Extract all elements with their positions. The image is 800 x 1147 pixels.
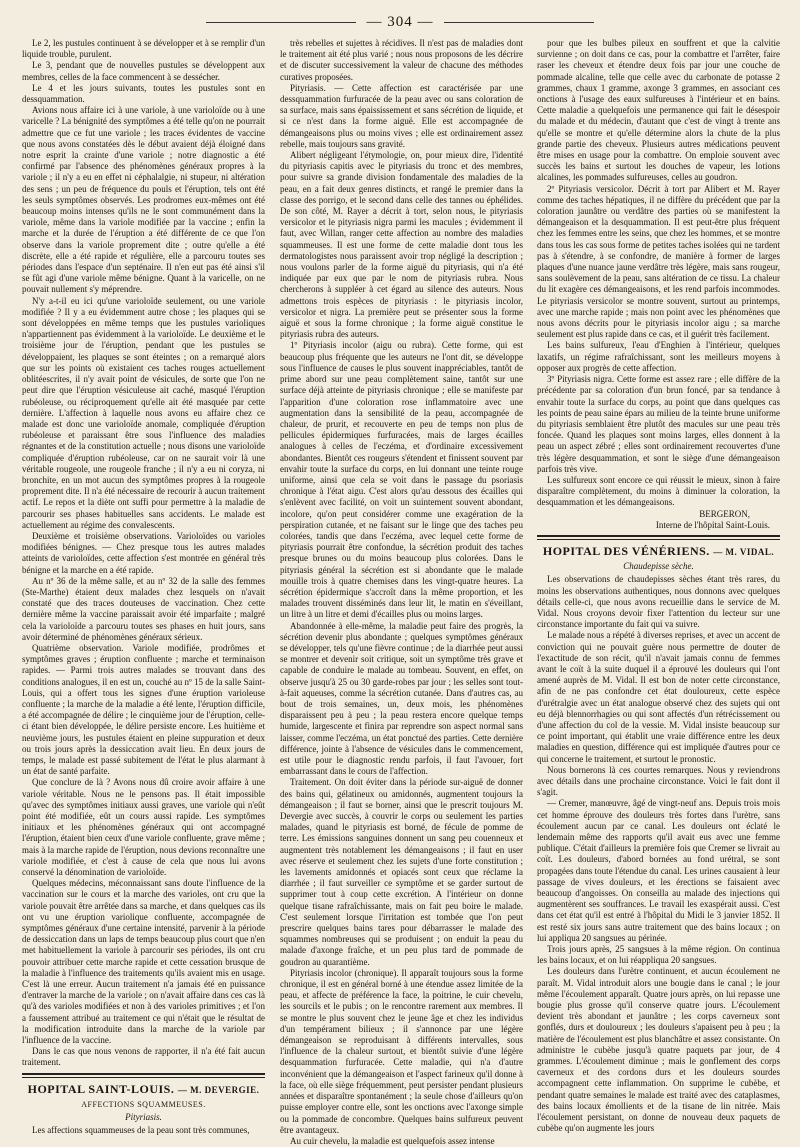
paragraph: Les observations de chaudepisses sèches étant très rares, du moins les observations authentiques, nous donnons avec quelques détails celle-ci, que nous avons recueillie dans le service de M. Vidal. Nous croyons devoir fixer l'attention du lecteur sur une circonstance importante du fait qui va suivre. [537,574,780,630]
paragraph: Les sulfureux sont encore ce qui réussit le mieux, sinon à faire disparaître complètement, du moins à diminuer la coloration, la desquammation et les démangeaisons. [537,474,780,508]
paragraph: Abandonnée à elle-même, la maladie peut faire des progrès, la sécrétion devenir plus abondante ; quelques symptômes généraux se développer, tels qu'une fièvre continue ; de la diarrhée peut aussi se montrer et devenir soit critique, soit un symptôme très grave et capable de conduire le malade au tombeau. Souvent, en effet, on observe jusqu'à 25 ou 30 garde-robes par jour ; les selles sont tout-à-fait aqueuses, comme la sécrétion cutanée. Dans d'autres cas, au bout de trois semaines, un, deux mois, les phénomènes disparaissent peu à peu ; la peau restera encore quelque temps humide, largescente et finira par reprendre son aspect normal sans laisser, comme l'eczéma, un état ponctué des parties. Cette dernière différence, jointe à l'absence de vésicules dans le commencement, est utile pour le diagnostic rendu parfois, il faut l'avouer, fort embarrassant dans le cours de l'affection. [280,620,523,777]
section-rule [537,535,780,540]
paragraph: Pityriasis. — Cette affection est caractérisée par une dessquammation furfuracée de la peau avec ou sans coloration de sa surface, mais sans épaississement et sans sécrétion de liquide, et si ce n'est dans la forme aiguë. Elle est accompagnée de démangeaisons plus ou moins vives ; elle est ordinairement assez rebelle, mais toujours sans gravité. [280,82,523,149]
paragraph: N'y a-t-il eu ici qu'une varioloïde seulement, ou une variole modifiée ? Il y a eu évidemment autre chose ; les plaques qui se sont développées en même temps que les pustules varioliques n'appartiennent pas évidemment à la varioloïde. Le deuxième et le troisième jour de l'éruption, pendant que les pustules se développaient, les plaques se sont éteintes ; on a remarqué alors que sur les points où existaient ces taches rouges actuellement oblitéescrites, il n'y avait point de vésicules, de sorte que l'on ne peut dire que l'éruption vésiculeuse ait caché, masqué l'éruption rubéoleuse, ou réciproquement qu'elle ait été masquée par cette dernière. L'affection à laquelle nous avons eu affaire chez ce malade est donc une varioloïde anomale, compliquée d'éruption rubéoleuse et paraissant être sous l'influence des maladies régnantes et de la constitution actuelle ; nous disons une varioloïde compliquée d'éruption rubéoleuse, car on ne saurait voir là une véritable rougeole, une rougeole franche ; il n'y a eu ni coryza, ni bronchite, en un mot aucun des symptômes propres à la rougeole proprement dite. Il n'a été nécessaire de recourir à aucun traitement actif. Le repos et la diète ont suffi pour permettre à la maladie de parcourir ses phases habituelles sans accidents. Le malade est actuellement au régime des convalescents. [22,295,265,530]
page-number: — 304 — [366,14,434,30]
section-subtitle: Pityriasis. [125,1112,162,1123]
paragraph: très rebelles et sujettes à récidives. Il n'est pas de maladies dont le traitement ait été plus varié ; nous nous proposons de les décrire et de discuter successivement la valeur de chacune des méthodes curatives proposées. [280,38,523,82]
section-subtitle: Chaudepisse sèche. [623,561,694,572]
paragraph: Que conclure de là ? Avons nous dû croire avoir affaire à une variole véritable. Nous ne le pensons pas. Il était impossible qu'avec des symptômes initiaux aussi graves, une variole qui n'eût point été modifiée, eût un cours aussi rapide. Les symptômes initiaux et les phénomènes généraux qui ont accompagné l'éruption, étaient bien ceux d'une variole confluente, grave même ; mais à la marche rapide de l'éruption, nous devions reconnaître une variole modifiée, et c'est à cause de cela que nous lui avons conservé la dénomination de varioloïde. [22,777,265,878]
paragraph: 1º Pityriasis incolor (aigu ou rubra). Cette forme, qui est beaucoup plus fréquente que les auteurs ne l'ont dit, se développe sous l'influence de causes le plus souvent inappréciables, tantôt de prime abord sur une peau complètement saine, tantôt sur une surface déjà atteinte de pityriasis chronique ; elle se manifeste par l'apparition d'une coloration rose inflammatoire avec une augmentation dans la sensibilité de la peau, accompagnée de chaleur, de prurit, et recouverte en peu de temps non plus de pellicules épidermiques furfuracées, mais de larges écailles analogues à celles de l'eczéma, et d'ordinaire excessivement abondantes. Bientôt ces rougeurs s'étendent et finissent souvent par envahir toute la surface du corps, en lui donnant une teinte rouge uniforme, ainsi que cela se voit dans le passage du psoriasis chronique à l'état aigu. C'est alors qu'au dessous des écailles qui s'enlèvent avec facilité, on voit un suintement souvent abondant, incolore, qu'on peut considérer comme une exagération de la perspiration cutanée, et ne faisant sur le linge que des taches peu colorées, tandis que dans l'eczéma, avec lequel cette forme de pityriasis pourrait être confondue, la sécrétion produit des taches presque brunes ou du moins beaucoup plus colorées. Dans le pityriasis général la sécrétion est si abondante que le malade mouille trois à quatre chemises dans les vingt-quatre heures. La sécrétion épidermique s'accroît dans la même proportion, et les malades trouvent disséminés dans leur lit, le matin en s'éveillant, un litre à un litre et demi d'écailles plus ou moins larges. [280,340,523,620]
paragraph: Traitement. On doit éviter dans la période sur-aiguë de donner des bains qui, gélatineux ou amidonnés, augmentent toujours la démangeaison ; il faut se borner, ainsi que le prescrit toujours M. Devergie avec succès, à couvrir le corps ou seulement les parties malades, quand le pityriasis est borné, de fécule de pomme de terre. Les émissions sanguines donnent un sang peu couenneux et augmentent très notablement les démangeaisons ; il faut en user avec réserve et seulement chez les sujets d'une forte constitution ; les lavements amidonnés et opiacés sont ceux que réclame la diarrhée ; il faut surveiller ce symptôme et se garder surtout de supprimer tout à coup cette excrétion. A l'intérieur on donne quelque tisane rafraîchissante, mais on fait peu boire le malade. C'est seulement lorsque l'irritation est tombée que l'on peut prescrire quelques bains tares pour débarrasser le malade des squammes nombreuses qui se produisent ; on enduit la peau du malade d'axonge fraîche, et un peu plus tard de pommade de goudron au quarantième. [280,777,523,967]
paragraph: Au cuir chevelu, la maladie est quelquefois assez intense [290,1135,495,1146]
hospital-title: HOPITAL SAINT-LOUIS. [27,1081,175,1096]
paragraph: Les bains sulfureux, l'eau d'Enghien à l'intérieur, quelques laxatifs, un régime rafraîchissant, sont les meilleurs moyens à opposer aux progrès de cette affection. [537,340,780,373]
column-1 [22,38,266,1136]
hospital-physician: — M. VIDAL. [713,546,775,557]
hospital-heading [537,543,780,558]
paragraph: Deuxième et troisième observations. Varioloïdes ou varioles modifiées bénignes. — Chez presque tous les autres malades atteints de varioloïdes, cette affection s'est montrée en général très bénigne et la marche en a été rapide. [22,530,265,575]
paragraph: Au nº 36 de la même salle, et au nº 32 de la salle des femmes (Ste-Marthe) étaient deux malades chez lesquels on n'avait constaté que des traces douteuses de vaccination. Chez cette dernière même la vaccine paraissait avoir été imparfaite ; malgré cela la varioloïde a parcouru toutes ses phases en huit jours, sans avoir déterminé de phénomènes généraux sérieux. [22,575,265,642]
paragraph: Alibert négligeant l'étymologie, on, pour mieux dire, l'identité du pityriasis capitis avec le pityriasis du tronc et des membres, pour suivre sa grande division fondamentale des maladies de la peau, en a fait deux genres distincts, et rangé le premier dans la classe des porrigo, et le second dans celle des tannes ou éphélides. De son côté, M. Rayer a décrit à tort, selon nous, le pityriasis versicolor et le pityriasis nigra parmi les macules ; évidemment il faut, avec Willan, ranger cette affection au nombre des maladies squammeuses. Il est une forme de cette maladie dont tous les dermatologistes nous paraissent avoir trop négligé la description ; nous voulons parler de la forme aiguë du pityriasis, qui n'a été indiquée par eux que par le nom de pityriasis rubra. Nous chercherons à suppléer à cet égard au silence des auteurs. Nous admettons trois espèces de pityriasis : le pityriasis incolor, versicolor et nigra. La première peut se présenter sous la forme aiguë et sous la forme chronique ; la forme aiguë constitue le pityriasis rubra des auteurs. [280,150,523,340]
paragraph: Quelques médecins, méconnaissant sans doute l'influence de la vaccination sur le cours et la marche des varioles, ont cru que la variole pouvait être arrêtée dans sa marche, et dans quelques cas ils ont vu une éruption variolique confluente, accompagnée de symptômes généraux d'une certaine intensité, parvenir à la période de dessiccation dans un laps de temps beaucoup plus court que n'en met habituellement la variole à parcourir ses périodes, ils ont cru pouvoir attribuer cette marche rapide et cette cessation brusque de la maladie à l'influence des traitements qu'ils avaient mis en usage. C'est là une erreur. Aucun traitement n'a jamais été en puissance d'entraver la marche de la variole ; on n'avait affaire dans ces cas là qu'à des varioles modifiées et non à des varioles primitives ; et l'on a faussement attribué au traitement ce qui n'était que le résultat de la modification introduite dans la marche de la variole par l'influence de la vaccine. [22,878,265,1046]
hospital-heading [22,1081,265,1096]
paragraph: pour que les bulbes pileux en souffrent et que la calvitie survienne ; on doit dans ce cas, pour la combattre et l'arrêter, faire raser les cheveux et étendre deux fois par jour une couche de pommade alcaline, telle que celle avec du carbonate de potasse 2 grammes, chaux 1 gramme, axonge 3 grammes, en associant ces onctions à l'usage des eaux sulfureuses à l'intérieur et en bains. Cette maladie a quelquefois une permanence qui fait le désespoir du malade et du médecin, d'autant que c'est de vingt à trente ans qu'elle se montre et qu'elle détermine alors la chute de la plus grande partie des cheveux. Plusieurs autres médications peuvent être mises en usage pour la combattre. On emploie souvent avec succès les bains et surtout les douches de vapeur, les lotions alcalines, les pommades sulfureuses, celles au goudron. [537,38,780,183]
paragraph: Le 2, les pustules continuent à se développer et à se remplir d'un liquide trouble, purulent. [22,38,265,60]
paragraph: Le malade nous a répété à diverses reprises, et avec un accent de conviction qui ne pouvait guère nous permettre de douter de l'exactitude de son récit, qu'il n'avait jamais connu de femmes avant le coït à la suite duquel il a éprouvé les douleurs qui l'ont amené auprès de M. Vidal. Il est bon de noter cette circonstance, afin de ne pas confondre cet état douloureux, cette espèce d'urétralgie avec un état analogue observé chez des sujets qui ont eu déjà blennorrhagies ou qui sont affectés d'un rétrécissement ou d'une affection du col de la vessie. M. Vidal insiste beaucoup sur ce point important, qui établit une vraie différence entre les deux maladies en question, différence qui est impliquée d'autres pour ce qui concerne le traitement, et surtout le pronostic. [537,630,780,764]
paragraph: Dans le cas que nous venons de rapporter, il n'a été fait aucun traitement. [22,1046,265,1068]
paragraph: Le 3, pendant que de nouvelles pustules se développent aux membres, celles de la face commencent à se dessécher. [22,60,265,82]
paragraph: 2º Pityriasis versicolor. Décrit à tort par Alibert et M. Rayer comme des taches hépatiques, il ne diffère du précédent que par la coloration jaunâtre ou verdâtre des parties où se manifestent la démangeaison et la desquammation. Il est peut-être plus fréquent chez les femmes entre les seins, que chez les hommes, et se montre dans tous les cas sous forme de petites taches isolées qui ne tardent pas à s'étendre, à se confondre, de manière à former de larges plaques d'une nuance jaune verdâtre très légère, mais sans rougeur, sans soulèvement de la peau, sans altération de ce tissu. La chaleur du lit exagère ces démangeaisons, et les rend parfois incommodes. Le pityriasis versicolor se montre souvent, surtout au printemps, avec une marche rapide ; mais non point avec les phénomènes que nous avons décrits pour le pityriasis incolor aigu ; sa marche seulement est plus rapide dans ce cas, et il guérit très facilement. [537,183,780,340]
column-2 [280,38,523,1146]
column-3 [537,38,780,1132]
paragraph: Trois jours après, 25 sangsues à la même région. On continua les bains locaux, et on lui réappliqua 20 sangsues. [537,944,780,966]
paragraph: Les douleurs dans l'urètre continuent, et aucun écoulement ne paraît. M. Vidal introduit alors une bougie dans le canal ; le jour même l'écoulement apparaît. Quatre jours après, on lui repasse une bougie plus grosse qu'il conserve quatre jours. L'écoulement devient très abondant et jaunâtre ; les corps caverneux sont gonflés, durs et douloureux ; les douleurs s'apaisent peu à peu ; la matière de l'écoulement est plus blanchâtre et assez consistante. On administre le cubèbe jusqu'à quatre paquets par jour, de 4 grammes. L'écoulement diminue ; mais le gonflement des corps caverneux et des cordons durs et les douleurs sourdes accompagnent cette inflammation. On supprime le cubèbe, et pendant quatre semaines le malade est traité avec des cataplasmes, des bains locaux émollients et de la tisane de lin nitrée. Mais l'écoulement persistant, on donne de nouveau deux paquets de cubèbe qu'on augmente les jours [537,966,780,1134]
paragraph: Quatrième observation. Variole modifiée, prodrômes et symptômes graves ; éruption confluente ; marche et terminaison rapides. — Parmi trois autres malades se trouvant dans des conditions analogues, il en est un, couché au nº 15 de la salle Saint-Louis, qui a offert tous les signes d'une éruption varioleuse confluente ; la marche de la maladie a été lente, l'éruption difficile, a été accompagnée de délire ; le cinquième jour de l'éruption, celle-ci étant bien développée, le délire persiste encore. Les huitième et neuvième jours, les pustules étaient en pleine suppuration et deux ou trois jours après la dessiccation avait lieu. En deux jours de temps, le malade est passé subitement de l'état le plus alarmant à un état de santé parfaite. [22,642,266,777]
section-title: AFFECTIONS SQUAMMEUSES. [81,1099,206,1109]
paragraph: Nous bornerons là ces courtes remarques. Nous y reviendrons avec détails dans une prochaine circonstance. Voici le fait dont il s'agit. [537,764,780,798]
hospital-physician: — M. DEVERGIE. [177,1084,260,1095]
header-rule-left [206,22,356,23]
signature-name: BERGERON, [699,508,750,519]
paragraph: Avions nous affaire ici à une variole, à une varioloïde ou à une varicelle ? La bénignité des symptômes a été telle qu'on ne pourrait admettre que ce fut une variole ; les traces évidentes de vaccine que nous avons constatées dès le début avaient déjà éloigné dans notre esprit la crainte d'une variole ; notre diagnostic a été confirmé par l'absence des phénomènes généraux propres à la variole ; il n'y a eu en effet ni céphalalgie, ni stupeur, ni altération des sens ; un peu de fréquence du pouls et l'éruption, tels ont été les seuls symptômes observés. Les prodromes eux-mêmes ont été beaucoup moins intenses qu'ils ne le sont communément dans la variole, même dans la variole modifiée par la vaccine ; enfin la marche et la durée de l'éruption a été différente de ce que l'on observe dans la variole proprement dite ; outre qu'elle a été discrète, elle a été rapide et régulière, elle a parcouru toutes ses périodes dans l'espace d'un septénaire. Il n'en eut pas été ainsi s'il se fût agi d'une variole même bénigne. Quant à la varicelle, on ne pouvait nullement s'y méprendre. [22,105,265,295]
header-rule-right [444,22,594,23]
section-rule [22,1073,265,1078]
page-header [0,14,800,34]
paragraph: Pityriasis incolor (chronique). Il apparaît toujours sous la forme chronique, il est en général borné à une étendue assez limitée de la peau, et affecte de préférence la face, la poitrine, le cuir chevelu, les sourcils et le pubis ; on le rencontre rarement aux membres. Il se montre le plus souvent chez le jeune âge et chez les individus d'un tempérament bilieux ; il s'annonce par une légère démangeaison se reproduisant à différents intervalles, sous l'influence de la chaleur surtout, et bientôt suivie d'une légère desquammation furfuracée. Cette maladie, qui n'a d'autre inconvénient que la démangeaison et l'aspect farineux qu'il donne à la face, où elle siège fréquemment, peut persister pendant plusieurs années et disparaître spontanément ; la seule chose d'ailleurs qu'on puisse employer contre elle, sont les onctions avec l'axonge simple ou la pommade de concombre. Quelques bains sulfureux peuvent être avantageux. [280,967,523,1135]
paragraph: — Cremer, manœuvre, âgé de vingt-neuf ans. Depuis trois mois cet homme éprouve des douleurs très fortes dans l'urètre, sans écoulement aucun par ce canal. Les douleurs ont éclaté le lendemain même des rapports qu'il avait eus avec une femme publique. C'était d'ailleurs la première fois que Cremer se livrait au coït. Les douleurs, d'abord bornées au fond urétral, se sont propagées dans toute l'étendue du canal. Les urines causaient à leur passage de vives douleurs, et les érections se faisaient avec beaucoup d'angoisses. On conseilla au malade des injections qui augmentèrent ses souffrances. Le travail les exaspérait aussi. C'est dans cet état qu'il est entré à l'hôpital du Midi le 3 janvier 1852. Il est resté six jours sans autre traitement que des bains locaux ; on lui appliqua 20 sangsues au périnée. [537,798,780,943]
hospital-title: HOPITAL DES VÉNÉRIENS. [542,543,710,558]
paragraph: Le 4 et les jours suivants, toutes les pustules sont en dessquammation. [22,82,265,105]
signature-title: Interne de l'hôpital Saint-Louis. [655,519,770,530]
paragraph: Les affections squammeuses de la peau sont très communes, [32,1125,250,1136]
paragraph: 3º Pityriasis nigra. Cette forme est assez rare ; elle diffère de la précédente par sa coloration d'un brun foncé, par sa tendance à envahir toute la surface du corps, au point que dans quelques cas les points de peau saine épars au milieu de la teinte brune uniforme du pityriasis semblaient être plutôt des macules sur une peau très foncée. Quand les plaques sont moins larges, elles donnent à la peau un aspect zébré ; elles sont ordinairement recouvertes d'une très légère desquammation, et sont le siège d'une démangeaison parfois très vive. [537,374,780,474]
